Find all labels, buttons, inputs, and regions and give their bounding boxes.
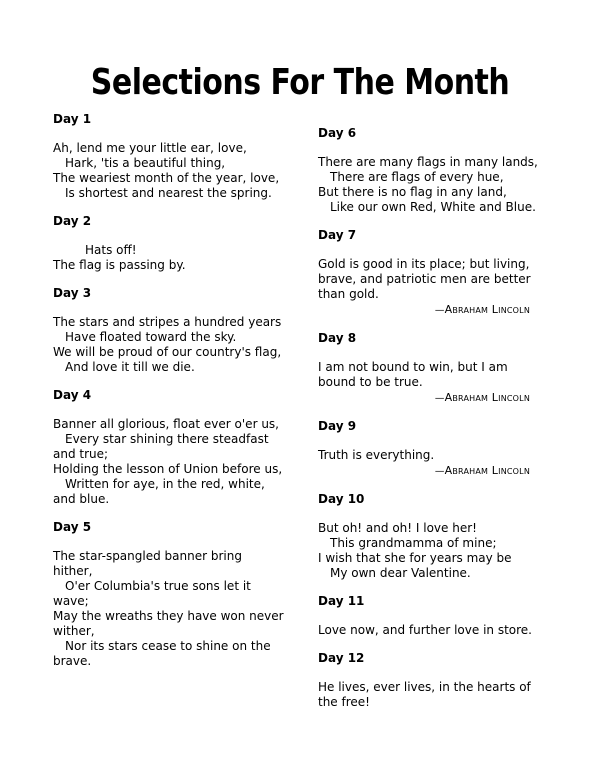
verse-line: The stars and stripes a hundred years [53,315,282,329]
verse-line: Banner all glorious, float ever o'er us, [53,417,279,431]
day-heading: Day 5 [53,520,92,534]
verse-line: He lives, ever lives, in the hearts of [318,680,531,694]
verse-line: There are flags of every hue, [330,170,504,184]
day-heading: Day 3 [53,286,92,300]
day-heading: Day 7 [318,228,357,242]
verse-line: Written for aye, in the red, white, [65,477,265,491]
verse-line: Like our own Red, White and Blue. [330,200,536,214]
day-entry [318,126,568,215]
verse-line: the free! [318,695,370,709]
verse-line: brave, and patriotic men are better [318,272,531,286]
day-heading: Day 2 [53,214,92,228]
verse-line: Every star shining there steadfast [65,432,269,446]
verse-line: But there is no flag in any land, [318,185,507,199]
day-heading: Day 11 [318,594,365,608]
day-heading: Day 4 [53,388,92,402]
verse-line: hither, [53,564,93,578]
verse-line: Truth is everything. [318,448,435,462]
verse-line: The flag is passing by. [53,258,186,272]
verse-line: Love now, and further love in store. [318,623,532,637]
verse-line: But oh! and oh! I love her! [318,521,477,535]
verse-line: wave; [53,594,89,608]
verse-line: bound to be true. [318,375,423,389]
verse-line: Hats off! [85,243,137,257]
day-entry [53,520,303,669]
day-heading: Day 10 [318,492,365,506]
verse-line: and true; [53,447,109,461]
verse-line: There are many flags in many lands, [318,155,538,169]
page-title: Selections For The Month [90,62,510,104]
verse-line: We will be proud of our country's flag, [53,345,282,359]
day-entry [318,651,568,710]
day-entry [53,214,303,273]
verse-line: I wish that she for years may be [318,551,512,565]
verse-line: and blue. [53,492,110,506]
left-column [53,112,303,682]
day-entry [53,388,303,507]
verse-line: Ah, lend me your little ear, love, [53,141,247,155]
verse-line: Hark, 'tis a beautiful thing, [65,156,226,170]
day-entry [53,112,303,201]
day-heading: Day 1 [53,112,92,126]
day-heading: Day 9 [318,419,357,433]
verse-line: wither, [53,624,95,638]
attribution: —Abraham Lincoln [434,391,530,404]
verse-line: The star-spangled banner bring [53,549,242,563]
day-entry [318,594,568,638]
day-entry [53,286,303,375]
day-heading: Day 6 [318,126,357,140]
verse-line: I am not bound to win, but I am [318,360,508,374]
verse-line: Have floated toward the sky. [65,330,237,344]
day-entry [318,419,568,479]
day-entry [318,331,568,406]
verse-line: O'er Columbia's true sons let it [65,579,251,593]
day-entry [318,228,568,318]
verse-line: And love it till we die. [65,360,195,374]
verse-line: than gold. [318,287,379,301]
right-column [318,126,568,723]
verse-line: Gold is good in its place; but living, [318,257,530,271]
day-heading: Day 8 [318,331,357,345]
verse-line: Holding the lesson of Union before us, [53,462,283,476]
verse-line: My own dear Valentine. [330,566,471,580]
verse-line: brave. [53,654,92,668]
day-entry [318,492,568,581]
attribution: —Abraham Lincoln [434,464,530,477]
verse-line: This grandmamma of mine; [330,536,497,550]
day-heading: Day 12 [318,651,365,665]
verse-line: Nor its stars cease to shine on the [65,639,271,653]
verse-line: May the wreaths they have won never [53,609,284,623]
attribution: —Abraham Lincoln [434,303,530,316]
verse-line: The weariest month of the year, love, [53,171,280,185]
verse-line: Is shortest and nearest the spring. [65,186,272,200]
